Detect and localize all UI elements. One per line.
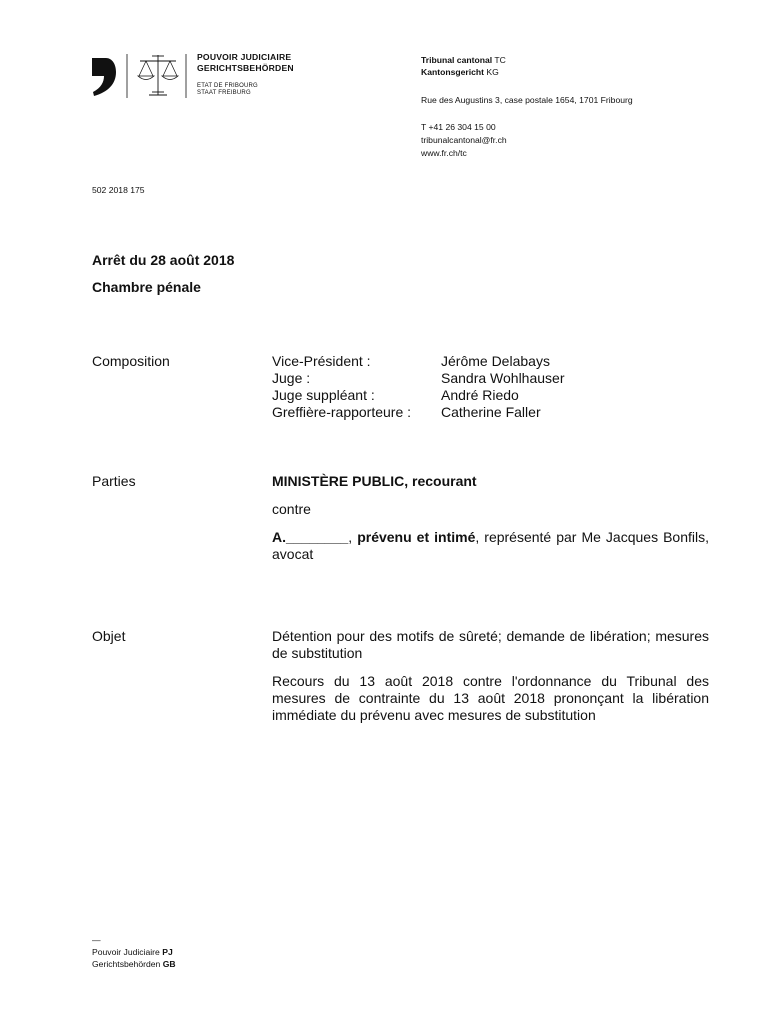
court-fr-name: Tribunal cantonal <box>421 55 493 65</box>
composition-roles <box>272 353 411 421</box>
parties-label: Parties <box>92 473 136 489</box>
composition-label: Composition <box>92 353 170 369</box>
name-clerk: Catherine Faller <box>441 404 541 420</box>
respondent-name: A.________ <box>272 529 349 545</box>
state-line-2: STAAT FREIBURG <box>197 90 251 96</box>
court-names <box>421 54 506 78</box>
judgment-title: Arrêt du 28 août 2018 <box>92 252 235 268</box>
role-substitute-judge: Juge suppléant : <box>272 387 375 403</box>
state-name <box>197 83 258 97</box>
versus-text: contre <box>272 501 311 517</box>
court-de-name: Kantonsgericht <box>421 67 485 77</box>
name-judge: Sandra Wohlhauser <box>441 370 565 386</box>
objet-description: Recours du 13 août 2018 contre l'ordonnance du Tribunal des mesures de contrainte du 13 août 2018 prononçant la libération immédiate du prévenu avec mesures de substitution <box>272 673 709 723</box>
appellant-name: MINISTÈRE PUBLIC <box>272 473 405 489</box>
footer-line-1-abbr: PJ <box>162 947 173 957</box>
composition-names <box>441 353 564 421</box>
email-address[interactable]: tribunalcantonal@fr.ch <box>421 135 507 145</box>
state-line-1: ETAT DE FRIBOURG <box>197 83 258 89</box>
appellant <box>272 473 709 490</box>
org-line-1: POUVOIR JUDICIAIRE <box>197 52 292 62</box>
role-clerk: Greffière-rapporteure : <box>272 404 412 420</box>
postal-address: Rue des Augustins 3, case postale 1654, 1701 Fribourg <box>421 95 633 105</box>
footer-line-1: Pouvoir Judiciaire <box>92 947 160 957</box>
respondent-separator: , <box>348 529 358 545</box>
org-line-2: GERICHTSBEHÖRDEN <box>197 63 294 73</box>
respondent <box>272 529 709 563</box>
role-vice-president: Vice-Président : <box>272 353 371 369</box>
name-substitute-judge: André Riedo <box>441 387 519 403</box>
respondent-role: prévenu et intimé <box>357 529 476 545</box>
court-de-abbr: KG <box>486 67 499 77</box>
objet-label: Objet <box>92 628 126 644</box>
objet-subject: Détention pour des motifs de sûreté; demande de libération; mesures de substitution <box>272 628 709 661</box>
footer-line-2-abbr: GB <box>162 959 176 969</box>
respondent-representation: , représenté par Me Jacques Bonfils, avocat <box>272 529 709 562</box>
footer-dash: — <box>92 935 101 945</box>
appellant-role: , recourant <box>404 473 477 489</box>
website-link[interactable]: www.fr.ch/tc <box>421 148 467 158</box>
chamber-name: Chambre pénale <box>92 279 201 295</box>
organization-name <box>197 52 294 74</box>
footer-line-2: Gerichtsbehörden <box>92 959 161 969</box>
phone-number: T +41 26 304 15 00 <box>421 122 496 132</box>
case-reference: 502 2018 175 <box>92 185 145 195</box>
name-vice-president: Jérôme Delabays <box>441 353 550 369</box>
scales-of-justice-icon <box>90 52 200 102</box>
court-fr-abbr: TC <box>494 55 506 65</box>
contact-block <box>421 121 507 160</box>
role-judge: Juge : <box>272 370 311 386</box>
page-footer <box>92 934 176 970</box>
